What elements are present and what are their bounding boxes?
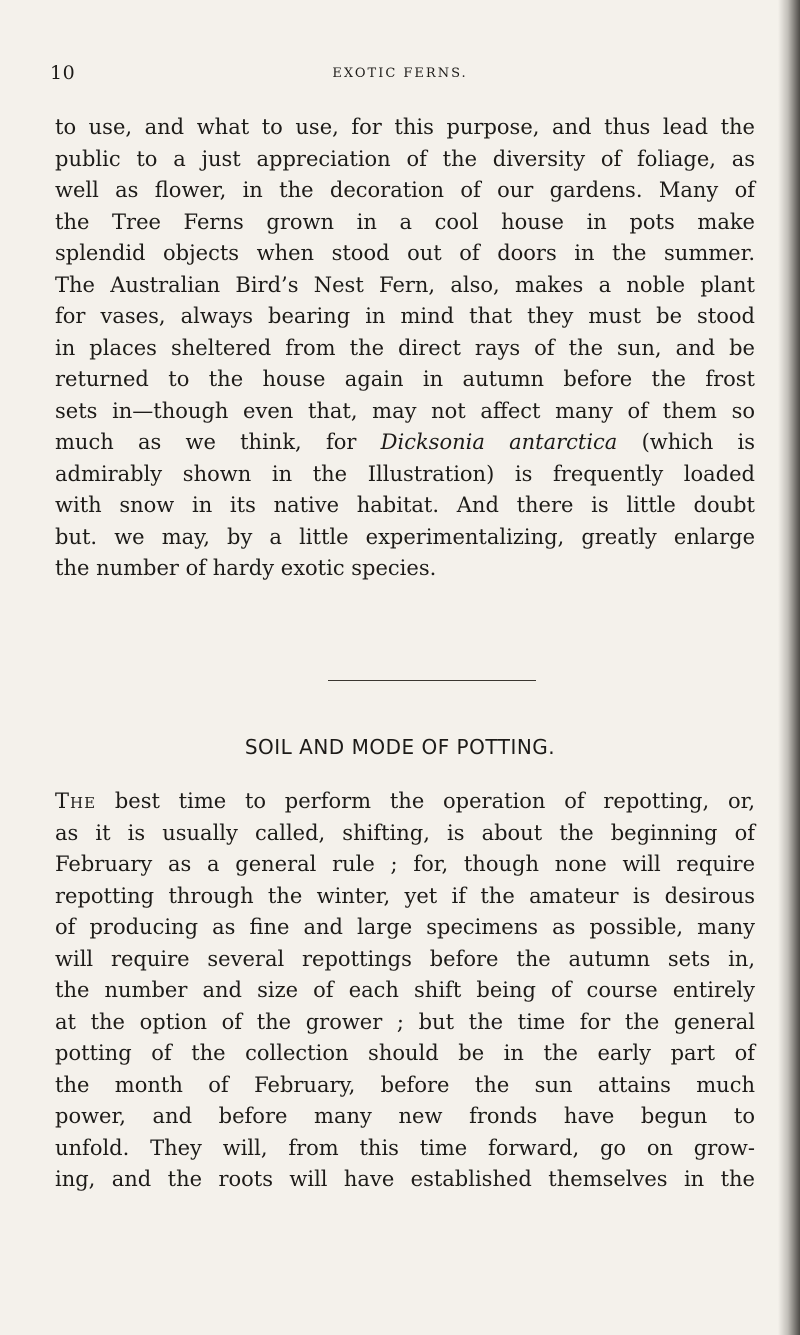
text-fragment: (which is [641, 430, 755, 454]
text-line-with-lead-in [55, 786, 755, 818]
text-line: February as a general rule ; for, though none will require [55, 852, 755, 876]
text-fragment: as we think, for [137, 430, 357, 454]
species-name-italic: Dicksonia antarctica [380, 430, 618, 454]
paragraph-2 [55, 786, 755, 1196]
text-line: well as flower, in the decoration of our gardens. Many of [55, 178, 755, 202]
text-line: potting of the collection should be in the early part of [55, 1041, 755, 1065]
text-line: for vases, always bearing in mind that they must be stood [55, 304, 755, 328]
text-line: repotting through the winter, yet if the amateur is desirous [55, 883, 755, 908]
section-heading: SOIL AND MODE OF POTTING. [244, 735, 556, 759]
text-line: as it is usually called, shifting, is about the beginning of [55, 820, 755, 845]
text-line: sets in—though even that, may not affect many of them so [55, 398, 755, 423]
text-word: much [55, 430, 114, 454]
text-line-with-italic [55, 427, 755, 459]
text-fragment: best time to perform the operation of repotting, or, [114, 789, 755, 813]
text-line: unfold. They will, from this time forward, go on grow- [55, 1135, 755, 1160]
text-line: the number of hardy exotic species. [55, 556, 437, 580]
text-line: will require several repottings before the autumn sets in, [55, 946, 755, 971]
section-divider-rule [328, 680, 536, 681]
text-line: admirably shown in the Illustration) is frequently loaded [55, 461, 755, 486]
text-line: splendid objects when stood out of doors in the summer. [55, 241, 755, 265]
page-number: 10 [50, 62, 76, 84]
text-line: The Australian Bird’s Nest Fern, also, makes a noble plant [55, 272, 755, 297]
paragraph-1 [55, 112, 755, 585]
text-line: returned to the house again in autumn before the frost [55, 367, 755, 391]
text-line: but. we may, by a little experimentalizing, greatly enlarge [55, 524, 755, 549]
text-line: with snow in its native habitat. And there is little doubt [55, 493, 755, 517]
text-line: the month of February, before the sun attains much [55, 1072, 755, 1097]
running-head [50, 62, 750, 86]
text-line: ing, and the roots will have established themselves in the [55, 1167, 755, 1191]
running-title: EXOTIC FERNS. [332, 66, 468, 81]
lead-in-small-caps: The [55, 789, 97, 813]
text-line: of producing as fine and large specimens as possible, many [55, 915, 755, 939]
text-line: public to a just appreciation of the diversity of foliage, as [55, 146, 755, 171]
text-line: in places sheltered from the direct rays of the sun, and be [55, 335, 755, 360]
text-line: at the option of the grower ; but the time for the general [55, 1009, 755, 1034]
text-line: the number and size of each shift being of course entirely [55, 978, 755, 1002]
text-line: to use, and what to use, for this purpose, and thus lead the [55, 115, 755, 139]
page-edge-shadow [778, 0, 800, 1335]
text-line: the Tree Ferns grown in a cool house in pots make [55, 209, 755, 234]
text-line: power, and before many new fronds have begun to [55, 1104, 755, 1128]
